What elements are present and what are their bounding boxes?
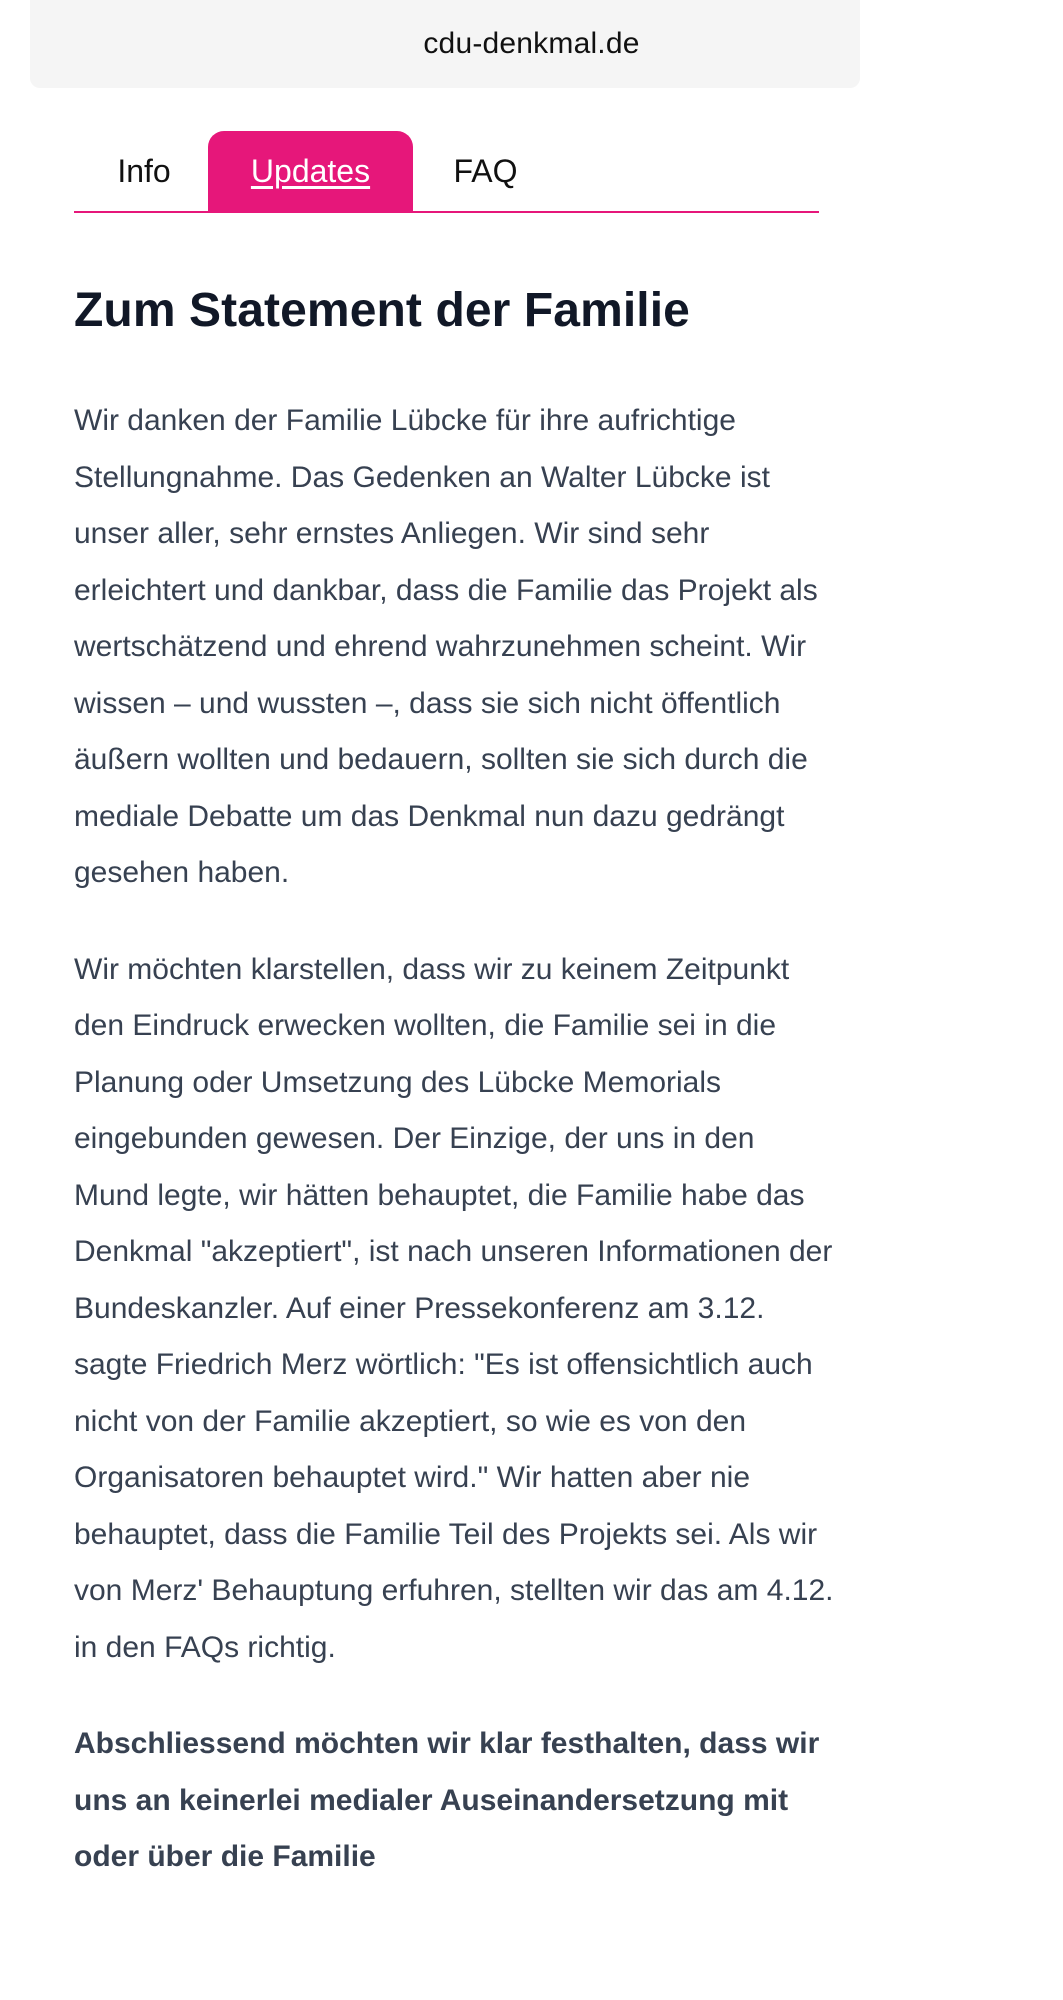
tab-bar bbox=[74, 131, 819, 213]
paragraph-clarification: Wir möchten klarstellen, dass wir zu keinem Zeitpunkt den Eindruck erwecken wollten, die Familie sei in die Planung oder Umsetzung des Lübcke Memorials eingebunden gewesen. Der Einzige, der uns in den Mund legte, wir hätten behauptet, die Familie habe das Denkmal "akzeptiert", ist nach unseren Informationen der Bundeskanzler. Auf einer Pressekonferenz am 3.12. sagte Friedrich Merz wörtlich: "Es ist offensichtlich auch nicht von der Familie akzeptiert, so wie es von den Organisatoren behauptet wird." Wir hatten aber nie behauptet, dass die Familie Teil des Projekts sei. Als wir von Merz' Behauptung erfuhren, stellten wir das am 4.12. in den FAQs richtig. bbox=[74, 952, 834, 1664]
tab-info[interactable]: Info bbox=[117, 153, 171, 189]
tab-faq[interactable]: FAQ bbox=[453, 153, 518, 189]
article-body bbox=[74, 393, 834, 1926]
url-text[interactable]: cdu-denkmal.de bbox=[423, 27, 640, 60]
paragraph-conclusion: Abschliessend möchten wir klar festhalten, dass wir uns an keinerlei medialer Auseinandersetzung mit oder über die Familie bbox=[74, 1727, 820, 1873]
page-title: Zum Statement der Familie bbox=[74, 284, 690, 337]
paragraph-thanks: Wir danken der Familie Lübcke für ihre aufrichtige Stellungnahme. Das Gedenken an Walter Lübcke ist unser aller, sehr ernstes Anliegen. Wir sind sehr erleichtert und dankbar, dass die Familie das Projekt als wertschätzend und ehrend wahrzunehmen scheint. Wir wissen – und wussten –, dass sie sich nicht öffentlich äußern wollten und bedauern, sollten sie sich durch die mediale Debatte um das Denkmal nun dazu gedrängt gesehen haben. bbox=[74, 404, 818, 889]
tab-updates[interactable]: Updates bbox=[208, 131, 413, 211]
